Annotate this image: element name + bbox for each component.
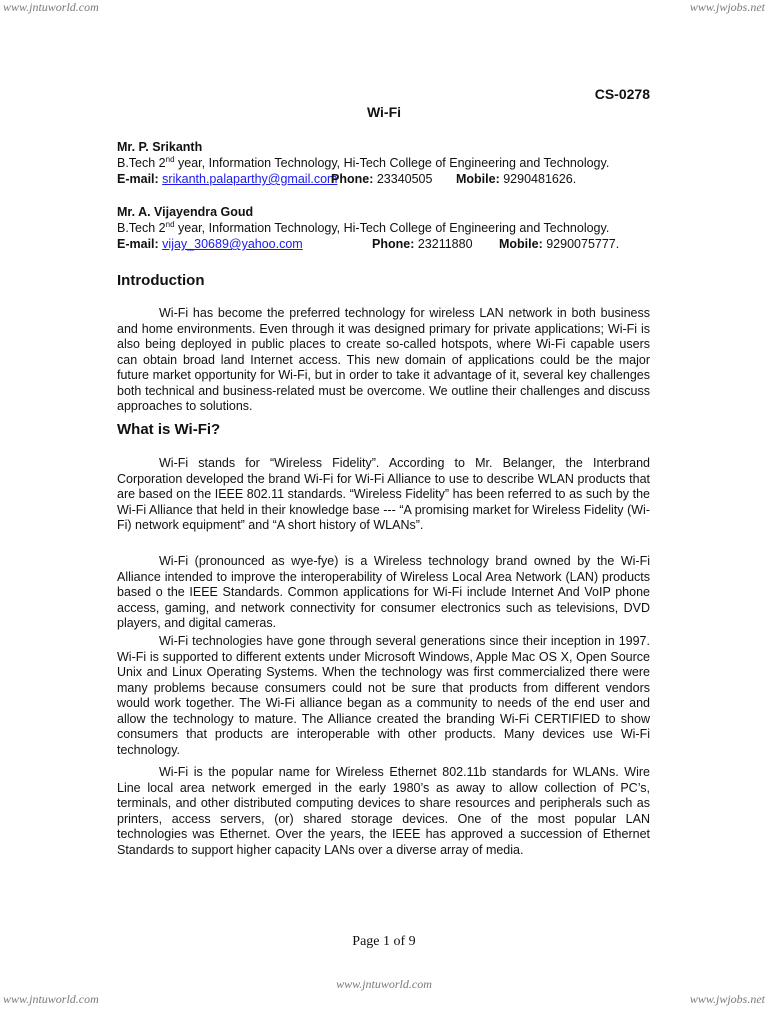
watermark-top-right: www.jwjobs.net bbox=[689, 0, 765, 14]
body-paragraph-4: Wi-Fi is the popular name for Wireless Ethernet 802.11b standards for WLANs. Wire Line local area network emerged in the early 1980’s as away to allow collection of PC’s, terminals, and other distributed computing devices to share resources and peripherals such as printers, access servers, (or) shared storage devices. One of the most popular LAN technologies was Ethernet. Over the years, the IEEE has approved a succession of Ethernet Standards to support higher capacity LANs over a diverse array of media. bbox=[117, 765, 650, 857]
watermark-bottom-center: www.jntuworld.com bbox=[336, 977, 432, 991]
affiliation-superscript: nd bbox=[165, 154, 175, 164]
author-affiliation bbox=[117, 220, 657, 236]
email-label: E-mail: bbox=[117, 237, 159, 251]
body-paragraph-1: Wi-Fi stands for “Wireless Fidelity”. According to Mr. Belanger, the Interbrand Corporation developed the brand Wi-Fi for Wi-Fi Alliance to use to describe WLAN products that are based on the IEEE 802.11 standards. “Wireless Fidelity” has been referred to as such by the Wi-Fi Alliance that held in their knowledge base --- “A promising market for Wireless Fidelity (Wi-Fi) network equipment” and “A short history of WLANs”. bbox=[117, 456, 650, 532]
document-title: Wi-Fi bbox=[366, 104, 402, 120]
author-name: Mr. P. Srikanth bbox=[117, 140, 203, 154]
mobile-label: Mobile: bbox=[499, 237, 543, 251]
document-code: CS-0278 bbox=[594, 86, 650, 102]
body-paragraph-3: Wi-Fi technologies have gone through several generations since their inception in 1997. Wi-Fi is supported to different extents under Microsoft Windows, Apple Mac OS X, Open Source Unix and Linux Operating Systems. When the technology was first commercialized there were many problems because consumers could not be sure that products from different vendors would work together. The Wi-Fi alliance began as a community to needs of the end user and allow the technology to mature. The Alliance created the branding Wi-Fi CERTIFIED to show consumers that products are interoperable with other products. Many devices use Wi-Fi technology. bbox=[117, 634, 650, 757]
affiliation-text: year, Information Technology, Hi-Tech College of Engineering and Technology. bbox=[174, 156, 610, 170]
what-is-wifi-heading: What is Wi-Fi? bbox=[117, 421, 221, 438]
phone-value: 23211880 bbox=[417, 237, 473, 251]
mobile-value: 9290075777. bbox=[546, 237, 620, 251]
author-contact bbox=[117, 171, 657, 187]
author-contact bbox=[117, 236, 657, 252]
email-label: E-mail: bbox=[117, 172, 159, 186]
email-link[interactable]: vijay_30689@yahoo.com bbox=[162, 237, 303, 251]
body-paragraph-2: Wi-Fi (pronounced as wye-fye) is a Wireless technology brand owned by the Wi-Fi Alliance intended to improve the interoperability of Wireless Local Area Network (LAN) products based o the IEEE Standards. Common applications for Wi-Fi include Internet And VoIP phone access, gaming, and network connectivity for consumer electronics such as televisions, DVD players, and digital cameras. bbox=[117, 554, 650, 630]
phone-label: Phone: bbox=[372, 237, 415, 251]
affiliation-text: year, Information Technology, Hi-Tech College of Engineering and Technology. bbox=[174, 221, 610, 235]
affiliation-text: B.Tech 2 bbox=[117, 156, 166, 170]
page-number: Page 1 of 9 bbox=[352, 934, 416, 949]
affiliation-superscript: nd bbox=[165, 219, 175, 229]
watermark-top-left: www.jntuworld.com bbox=[3, 0, 99, 14]
phone-label: Phone: bbox=[331, 172, 374, 186]
introduction-paragraph: Wi-Fi has become the preferred technology for wireless LAN network in both business and home environments. Even through it was designed primary for private applications; Wi-Fi is also being deployed in public places to create so-called hotspots, where Wi-Fi capable users can obtain broad land Internet access. This new domain of applications could be the major future market opportunity for Wi-Fi, but in order to take it advantage of it, several key challenges both technical and business-related must be overcome. We outline their challenges and discuss approaches to solutions. bbox=[117, 306, 650, 413]
watermark-bottom-left: www.jntuworld.com bbox=[3, 992, 99, 1006]
author-block-1 bbox=[117, 139, 657, 187]
author-affiliation bbox=[117, 155, 657, 171]
mobile-label: Mobile: bbox=[456, 172, 500, 186]
introduction-heading: Introduction bbox=[117, 272, 205, 289]
mobile-value: 9290481626. bbox=[503, 172, 577, 186]
phone-value: 23340505 bbox=[376, 172, 433, 186]
email-link[interactable]: srikanth.palaparthy@gmail.com bbox=[162, 172, 338, 186]
watermark-bottom-right: www.jwjobs.net bbox=[689, 992, 765, 1006]
author-block-2 bbox=[117, 204, 657, 252]
affiliation-text: B.Tech 2 bbox=[117, 221, 166, 235]
author-name: Mr. A. Vijayendra Goud bbox=[117, 205, 254, 219]
